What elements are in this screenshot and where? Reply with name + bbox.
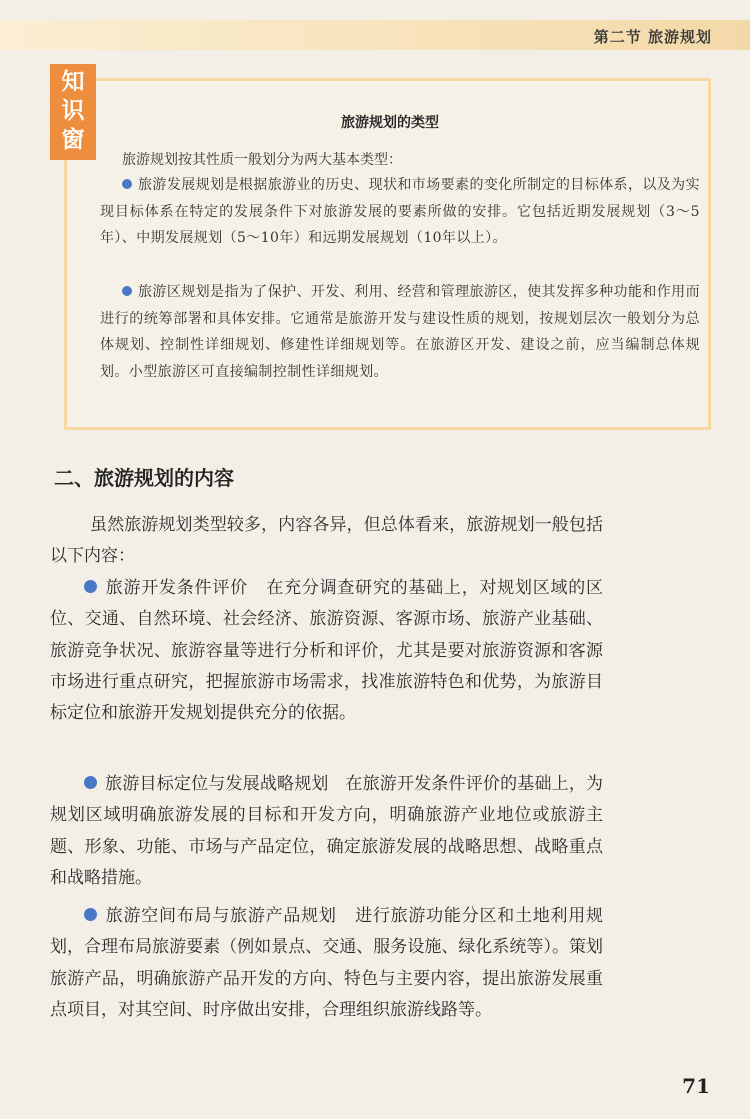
badge-char: 识 [61, 98, 85, 124]
content-item-text: 在充分调查研究的基础上，对规划区域的区位、交通、自然环境、社会经济、旅游资源、客源市场、旅游产业基础、旅游竞争状况、旅游容量等进行分析和评价，尤其是要对旅游资源和客源市场进行重点研究，把握旅游市场需求，找准旅游特色和优势，为旅游目标定位和旅游开发规划提供充分的依据。 [50, 578, 604, 724]
bullet-icon [122, 179, 132, 189]
section-header-title: 第二节 旅游规划 [593, 28, 712, 46]
bullet-icon [122, 286, 132, 296]
knowledge-item-text: 旅游发展规划是根据旅游业的历史、现状和市场要素的变化所制定的目标体系，以及为实现目标体系在特定的发展条件下对旅游发展的要素所做的安排。它包括近期发展规划（3～5年）、中期发展规划（5～10年）和远期发展规划（10年以上）。 [100, 177, 700, 246]
knowledge-box-title: 旅游规划的类型 [341, 115, 439, 131]
content-item [50, 573, 603, 729]
knowledge-item-area-plan [100, 279, 700, 385]
badge-char: 窗 [61, 127, 85, 153]
page-number: 71 [682, 1074, 710, 1098]
bullet-icon [84, 776, 97, 789]
section-intro: 虽然旅游规划类型较多，内容各异，但总体看来，旅游规划一般包括以下内容： [50, 515, 603, 567]
bullet-icon [84, 580, 97, 593]
content-item-label: 旅游目标定位与发展战略规划 [105, 774, 329, 794]
knowledge-box-intro: 旅游规划按其性质一般划分为两大基本类型： [122, 152, 402, 168]
bullet-icon [84, 908, 97, 921]
knowledge-item-text: 旅游区规划是指为了保护、开发、利用、经营和管理旅游区，使其发挥多种功能和作用而进行的统筹部署和具体安排。它通常是旅游开发与建设性质的规划，按规划层次一般划分为总体规划、控制性详细规划、修建性详细规划等。在旅游区开发、建设之前，应当编制总体规划。小型旅游区可直接编制控制性详细规划。 [100, 284, 700, 380]
content-item-label: 旅游空间布局与旅游产品规划 [105, 906, 337, 926]
section-heading: 二、旅游规划的内容 [54, 466, 234, 490]
content-item-text: 进行旅游功能分区和土地利用规划，合理布局旅游要素（例如景点、交通、服务设施、绿化系统等）。策划旅游产品，明确旅游产品开发的方向、特色与主要内容，提出旅游发展重点项目，对其空间、时序做出安排，合理组织旅游线路等。 [50, 906, 604, 1020]
content-item-label: 旅游开发条件评价 [105, 578, 248, 598]
knowledge-item-development-plan [100, 172, 700, 252]
content-item [50, 769, 603, 894]
badge-char: 知 [61, 69, 85, 95]
content-item [50, 901, 603, 1026]
content-item-text: 在旅游开发条件评价的基础上，为规划区域明确旅游发展的目标和开发方向，明确旅游产业地位或旅游主题、形象、功能、市场与产品定位，确定旅游发展的战略思想、战略重点和战略措施。 [50, 774, 604, 888]
